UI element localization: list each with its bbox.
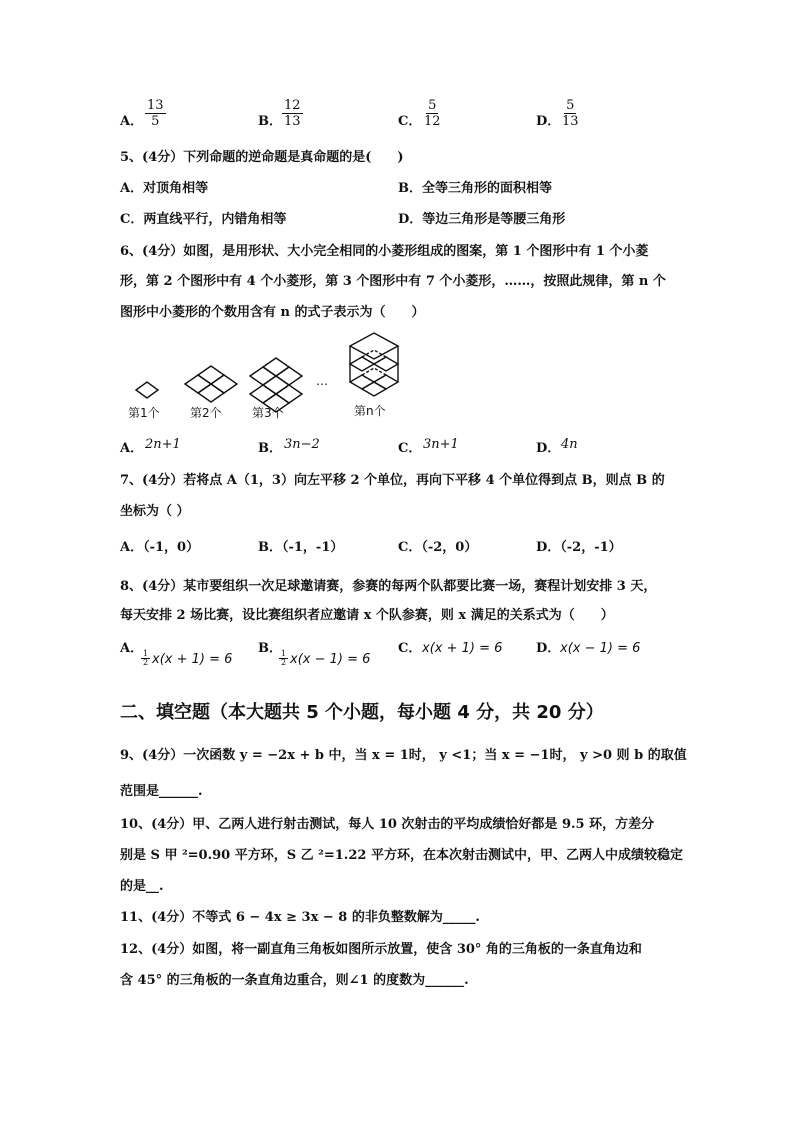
q12-line-1: 12、(4分）如图，将一副直角三角板如图所示放置，使含 30° 角的三角板的一条直角边和 bbox=[120, 942, 642, 957]
fig-label-2: 第2个 bbox=[190, 406, 222, 420]
q6-option-a-label: A． bbox=[120, 441, 144, 456]
q5-stem: 5、(4分）下列命题的逆命题是真命题的是( ) bbox=[120, 150, 404, 165]
q8-option-d-expr: x(x − 1) = 6 bbox=[560, 641, 641, 656]
q9-line-2: 范围是______. bbox=[120, 784, 203, 799]
q7-option-c: C．（-2，0） bbox=[398, 540, 478, 555]
q4-option-a-label: A． bbox=[120, 114, 144, 129]
q10-line-1: 10、(4分）甲、乙两人进行射击测试，每人 10 次射击的平均成绩恰好都是 9.5 环，方差分 bbox=[120, 817, 655, 832]
q6-option-d-expr: 4n bbox=[561, 437, 578, 452]
q8-option-a-expr: x(x + 1) = 6 bbox=[152, 652, 233, 667]
q8-line-2: 每天安排 2 场比赛，设比赛组织者应邀请 x 个队参赛，则 x 满足的关系式为（ ） bbox=[120, 608, 614, 623]
q4-option-a-fraction: $\frac{13}{5}$ bbox=[147, 98, 164, 129]
q8-option-b-expr: x(x − 1) = 6 bbox=[290, 652, 371, 667]
q7-option-a: A．（-1，0） bbox=[120, 540, 200, 555]
q8-line-1: 8、(4分）某市要组织一次足球邀请赛，参赛的每两个队都要比赛一场，赛程计划安排 3 天， bbox=[120, 579, 657, 594]
q6-line-2: 形，第 2 个图形中有 4 个小菱形，第 3 个图形中有 7 个小菱形，……，按照此规律，第 n 个 bbox=[120, 274, 666, 289]
q4-option-c-label: C． bbox=[398, 114, 422, 129]
q7-line-1: 7、(4分）若将点 A（1，3）向左平移 2 个单位，再向下平移 4 个单位得到点 B，则点 B 的 bbox=[120, 473, 665, 488]
q9-line-1: 9、(4分）一次函数 y = −2x + b 中，当 x = 1时， y <1；当 x = −1时， y >0 则 b 的取值 bbox=[120, 748, 687, 763]
q6-option-a-expr: 2n+1 bbox=[145, 437, 181, 452]
q8-option-d-label: D． bbox=[536, 641, 561, 656]
q12-line-2: 含 45° 的三角板的一条直角边重合，则∠1 的度数为______. bbox=[120, 973, 469, 988]
fig-label-n: 第n个 bbox=[354, 404, 386, 418]
fig-label-1: 第1个 bbox=[128, 406, 160, 420]
fig2-rhombi bbox=[185, 366, 237, 402]
q8-option-b-half: $\frac{1}{2}$ bbox=[281, 649, 287, 667]
q4-option-d-fraction: $\frac{5}{13}$ bbox=[562, 98, 579, 129]
q4-option-c-fraction: $\frac{5}{12}$ bbox=[424, 98, 441, 129]
q6-line-1: 6、(4分）如图，是用形状、大小完全相同的小菱形组成的图案，第 1 个图形中有 1 个小菱 bbox=[120, 244, 649, 259]
q10-line-3: 的是__. bbox=[120, 879, 164, 894]
q8-option-c-expr: x(x + 1) = 6 bbox=[422, 641, 503, 656]
q8-option-c-label: C． bbox=[398, 641, 422, 656]
q7-option-b: B．（-1，-1） bbox=[258, 540, 344, 555]
section-2-title: 二、填空题（本大题共 5 个小题，每小题 4 分，共 20 分） bbox=[120, 702, 604, 723]
q4-option-d-label: D． bbox=[536, 114, 561, 129]
q5-option-c: C．两直线平行，内错角相等 bbox=[120, 212, 287, 227]
q5-option-a: A．对顶角相等 bbox=[120, 181, 209, 196]
fig1-rhombus bbox=[136, 382, 158, 398]
q6-option-c-label: C． bbox=[398, 441, 422, 456]
q6-option-b-label: B． bbox=[258, 441, 282, 456]
fig-label-3: 第3个 bbox=[252, 406, 284, 420]
q4-option-b-fraction: $\frac{12}{13}$ bbox=[284, 98, 301, 129]
question-11: 11、(4分）不等式 6 − 4x ≥ 3x − 8 的非负整数解为_____. bbox=[120, 910, 480, 925]
q5-option-b: B．全等三角形的面积相等 bbox=[398, 181, 552, 196]
q7-line-2: 坐标为（ ） bbox=[120, 504, 190, 519]
q8-option-a-label: A． bbox=[120, 641, 144, 656]
q6-option-d-label: D． bbox=[536, 441, 561, 456]
fig-ellipsis: … bbox=[316, 374, 328, 388]
q7-option-d: D．（-2，-1） bbox=[536, 540, 622, 555]
q5-option-d: D．等边三角形是等腰三角形 bbox=[398, 212, 566, 227]
q6-line-3: 图形中小菱形的个数用含有 n 的式子表示为（ ） bbox=[120, 305, 425, 320]
q8-option-a-half: $\frac{1}{2}$ bbox=[143, 649, 149, 667]
fign-rhombi bbox=[350, 333, 398, 396]
q6-option-b-expr: 3n−2 bbox=[284, 437, 320, 452]
q10-line-2: 别是 S 甲 ²=0.90 平方环，S 乙 ²=1.22 平方环，在本次射击测试中，甲、乙两人中成绩较稳定 bbox=[120, 848, 683, 863]
q8-option-b-label: B． bbox=[258, 641, 282, 656]
q6-option-c-expr: 3n+1 bbox=[423, 437, 459, 452]
q4-option-b-label: B． bbox=[258, 114, 282, 129]
